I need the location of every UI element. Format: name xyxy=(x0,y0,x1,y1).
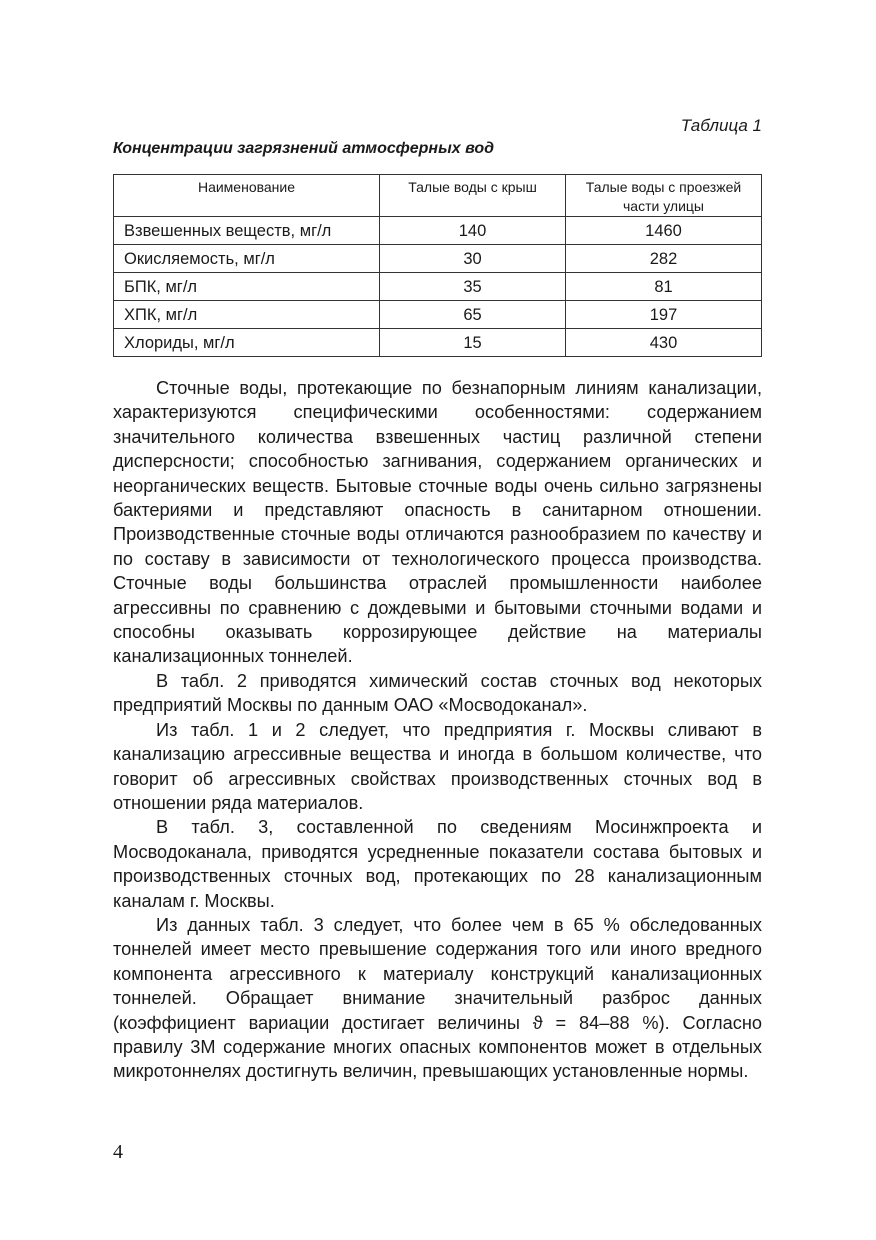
row-name: Хлориды, мг/л xyxy=(114,329,380,357)
row-roof-value: 15 xyxy=(380,329,566,357)
table-label: Таблица 1 xyxy=(680,116,762,135)
paragraph: В табл. 2 приводятся химический состав сточных вод некоторых предприятий Москвы по данным ОАО «Мосводоканал». xyxy=(113,670,762,716)
table-row xyxy=(114,217,762,245)
row-name: Окисляемость, мг/л xyxy=(114,245,380,273)
header-roof-water: Талые воды с крыш xyxy=(380,175,566,217)
row-name: Взвешенных веществ, мг/л xyxy=(114,217,380,245)
table-row xyxy=(114,329,762,357)
row-street-value: 81 xyxy=(566,273,762,301)
paragraph: В табл. 3, составленной по сведениям Мосинжпроекта и Мосводоканала, приводятся усредненные показатели состава бытовых и производственных сточных вод, протекающих по 28 канализационным каналам г. Москвы. xyxy=(113,817,762,911)
body-text xyxy=(113,376,762,1084)
row-street-value: 282 xyxy=(566,245,762,273)
table-row xyxy=(114,273,762,301)
row-street-value: 197 xyxy=(566,301,762,329)
paragraph: Из табл. 1 и 2 следует, что предприятия г. Москвы сливают в канализацию агрессивные вещества и иногда в большом количестве, что говорит об агрессивных свойствах производственных сточных вод в отношении ряда материалов. xyxy=(113,719,762,813)
row-roof-value: 140 xyxy=(380,217,566,245)
paragraph: Сточные воды, протекающие по безнапорным линиям канализации, характеризуются специфическими особенностями: содержанием значительного количества взвешенных частиц различной степени дисперсности; способностью загнивания, содержанием органических и неорганических веществ. Бытовые сточные воды очень сильно загрязнены бактериями и представляют опасность в санитарном отношении. Производственные сточные воды отличаются разнообразием по качеству и по составу в зависимости от технологического процесса производства. Сточные воды большинства отраслей промышленности наиболее агрессивны по сравнению с дождевыми и бытовыми сточными водами и способны оказывать коррозирующее действие на материалы канализационных тоннелей. xyxy=(113,378,762,667)
row-name: ХПК, мг/л xyxy=(114,301,380,329)
row-roof-value: 65 xyxy=(380,301,566,329)
row-roof-value: 35 xyxy=(380,273,566,301)
row-street-value: 1460 xyxy=(566,217,762,245)
table-caption: Концентрации загрязнений атмосферных вод xyxy=(113,140,494,157)
table-row xyxy=(114,301,762,329)
row-street-value: 430 xyxy=(566,329,762,357)
row-roof-value: 30 xyxy=(380,245,566,273)
table-row xyxy=(114,245,762,273)
row-name: БПК, мг/л xyxy=(114,273,380,301)
paragraph: Из данных табл. 3 следует, что более чем в 65 % обследованных тоннелей имеет место превышение содержания того или иного вредного компонента агрессивного к материалу конструкций канализационных тоннелей. Обращает внимание значительный разброс данных (коэффициент вариации достигает величины ϑ = 84–88 %). Согласно правилу 3M содержание многих опасных компонентов может в отдельных микротоннелях достигнуть величин, превышающих установленные нормы. xyxy=(113,914,762,1082)
page-number: 4 xyxy=(113,1141,123,1163)
header-name: Наименование xyxy=(114,175,380,217)
pollution-table xyxy=(113,174,762,357)
table-header-row xyxy=(114,175,762,217)
header-street-water: Талые воды с проезжей части улицы xyxy=(566,175,762,217)
